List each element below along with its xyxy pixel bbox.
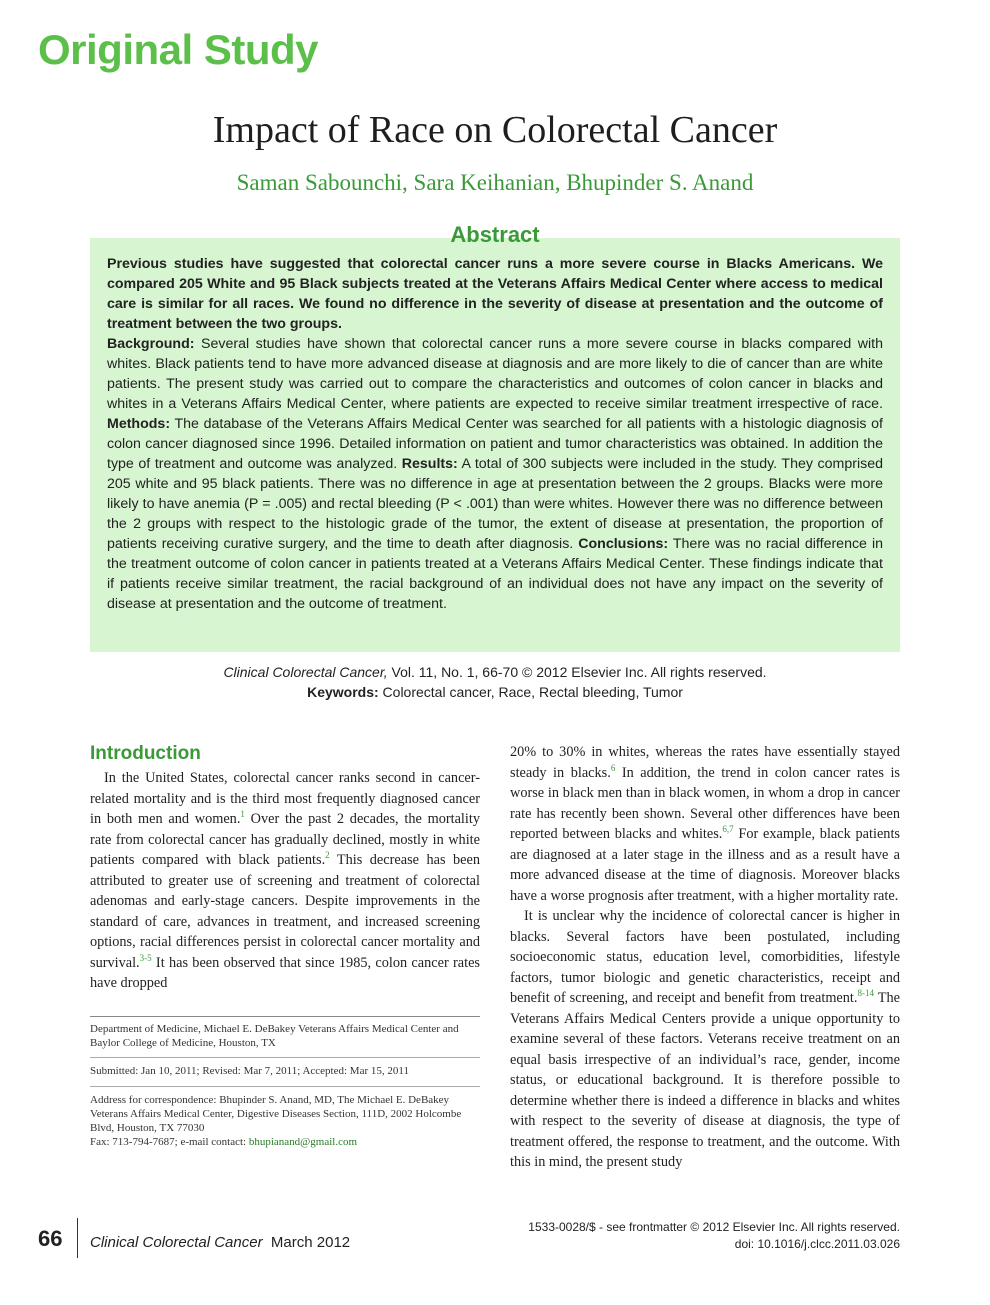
introduction-heading: Introduction [90, 743, 201, 764]
footnotes [90, 1022, 480, 1149]
ref-link[interactable]: 2 [325, 850, 330, 861]
left-column [90, 742, 480, 994]
intro-paragraph-1 [90, 768, 480, 994]
footer-journal [90, 1234, 350, 1251]
footer-journal-name: Clinical Colorectal Cancer [90, 1234, 263, 1251]
citation [0, 662, 990, 702]
abstract-heading: Abstract [450, 222, 540, 247]
text-span: The Veterans Affairs Medical Centers provide a unique opportunity to examine several of these factors. Veterans receive treatment on an equal basis irrespective of an individual’s race, gender, income status, or educational background. It is therefore possible to determine whether there is indeed a difference in blacks and whites with respect to the severity of disease at diagnosis, the type of treatment offered, the response to treatment, and the outcome. With this in mind, the present study [510, 990, 900, 1170]
article-title: Impact of Race on Colorectal Cancer [212, 109, 778, 151]
citation-details: Vol. 11, No. 1, 66-70 © 2012 Elsevier Inc. All rights reserved. [387, 664, 767, 680]
right-column [510, 742, 900, 1173]
text-span: It has been observed that since 1985, colon cancer rates have dropped [90, 954, 480, 991]
footer-issue: March 2012 [270, 1234, 351, 1251]
intro-paragraph-2 [510, 742, 900, 906]
results-text: A total of 300 subjects were included in the study. They comprised 205 white and 95 black patients. There was no difference in age at presentation between the 2 groups. Blacks were more likely to have anemia (P = .005) and rectal bleeding (P < .001) than were whites. However there was no difference between the 2 groups with respect to the histologic grade of the tumor, the extent of disease at presentation, the proportion of patients receiving curative surgery, and the time to death after diagnosis. [107, 456, 883, 552]
email-link[interactable]: bhupianand@gmail.com [248, 1136, 358, 1149]
affiliation: Department of Medicine, Michael E. DeBakey Veterans Affairs Medical Center and Baylor College of Medicine, Houston, TX [90, 1023, 459, 1050]
ref-link[interactable]: 1 [240, 809, 245, 820]
footnote-divider [90, 1057, 480, 1058]
text-span: Over the past 2 decades, the mortality rate from colorectal cancer has gradually declined, mostly in white patients compared with black patients. [90, 811, 480, 868]
ref-link[interactable]: 3-5 [139, 952, 152, 963]
section-tag: Original Study [38, 26, 319, 73]
keywords: Colorectal cancer, Race, Rectal bleeding, Tumor [378, 684, 683, 700]
text-span: It is unclear why the incidence of colorectal cancer is higher in blacks. Several factors have been postulated, including socioeconomic status, education level, comorbidities, lifestyle factors, tumor biologic and genetic characteristics, receipt and benefit of screening, and receipt and benefit from treatment. [510, 908, 900, 1006]
contact-line [90, 1135, 480, 1149]
author-list: Saman Sabounchi, Sara Keihanian, Bhupinder S. Anand [236, 170, 754, 195]
footnote-divider [90, 1086, 480, 1087]
footer-right [528, 1219, 900, 1253]
correspondence-address: Address for correspondence: Bhupinder S. Anand, MD, The Michael E. DeBakey Veterans Affairs Medical Center, Digestive Diseases Section, 111D, 2002 Holcombe Blvd, Houston, TX 77030 [90, 1093, 462, 1135]
text-span: This decrease has been attributed to greater use of screening and treatment of colorectal adenomas and early-stage cancers. Despite improvements in the standard of care, advances in treatment, and increased screening options, racial differences persist in colorectal cancer mortality and survival. [90, 852, 480, 971]
conclusions-text: There was no racial difference in the treatment outcome of colon cancer in patients treated at a Veterans Affairs Medical Center. These findings indicate that if patients receive similar treatment, the racial background of an individual does not have any impact on the severity of disease at presentation and the outcome of treatment. [107, 536, 883, 612]
results-label: Results: [401, 456, 458, 472]
abstract-text [107, 254, 883, 614]
issn-line: 1533-0028/$ - see frontmatter © 2012 Elsevier Inc. All rights reserved. [528, 1220, 900, 1234]
background-label: Background: [107, 336, 195, 352]
methods-text: The database of the Veterans Affairs Medical Center was searched for all patients with a histologic diagnosis of colon cancer diagnosed since 1996. Detailed information on patient and tumor characteristics was obtained. In addition the type of treatment and outcome was analyzed. [107, 416, 883, 472]
background-text: Several studies have shown that colorectal cancer runs a more severe course in blacks compared with whites. Black patients tend to have more advanced disease at diagnosis and are more likely to die of cancer than are white patients. The present study was carried out to compare the characteristics and outcomes of colon cancer in blacks and whites in a Veterans Affairs Medical Center, where patients are expected to receive similar treatment irrespective of race. [107, 336, 883, 412]
text-span: 20% to 30% in whites, whereas the rates have essentially stayed steady in blacks. [510, 744, 900, 781]
submission-dates: Submitted: Jan 10, 2011; Revised: Mar 7, 2011; Accepted: Mar 15, 2011 [90, 1065, 409, 1078]
ref-link[interactable]: 6,7 [722, 824, 734, 835]
ref-link[interactable]: 6 [610, 762, 616, 773]
footer-divider [77, 1218, 78, 1258]
text-span: In the United States, colorectal cancer ranks second in cancer-related mortality and is the third most frequently diagnosed cancer in both men and women. [90, 770, 480, 827]
keywords-label: Keywords: [307, 684, 379, 700]
page-number: 66 [38, 1226, 63, 1251]
text-span: For example, black patients are diagnosed at a later stage in the illness and as a result have a more advanced disease at the time of diagnosis. Moreover blacks have a worse prognosis after treatment, with a higher mortality rate. [510, 826, 900, 904]
abstract-box [90, 238, 900, 652]
text-span: In addition, the trend in colon cancer rates is worse in black men than in black women, in whom a drop in cancer rate has recently been shown. Several other differences have been reported between blacks and whites. [510, 764, 900, 842]
ref-link[interactable]: 8-14 [857, 988, 874, 999]
citation-journal: Clinical Colorectal Cancer, [223, 664, 388, 680]
methods-label: Methods: [107, 416, 171, 432]
intro-paragraph-3 [510, 906, 900, 1173]
doi-line[interactable]: doi: 10.1016/j.clcc.2011.03.026 [734, 1237, 900, 1251]
abstract-summary: Previous studies have suggested that colorectal cancer runs a more severe course in Blacks Americans. We compared 205 White and 95 Black subjects treated at the Veterans Affairs Medical Center where access to medical care is similar for all races. We found no difference in the severity of disease at presentation and the outcome of treatment between the two groups. [107, 256, 883, 332]
footnote-rule [90, 1016, 480, 1017]
conclusions-label: Conclusions: [578, 536, 669, 552]
contact-prefix: Fax: 713-794-7687; e-mail contact: [90, 1136, 249, 1149]
